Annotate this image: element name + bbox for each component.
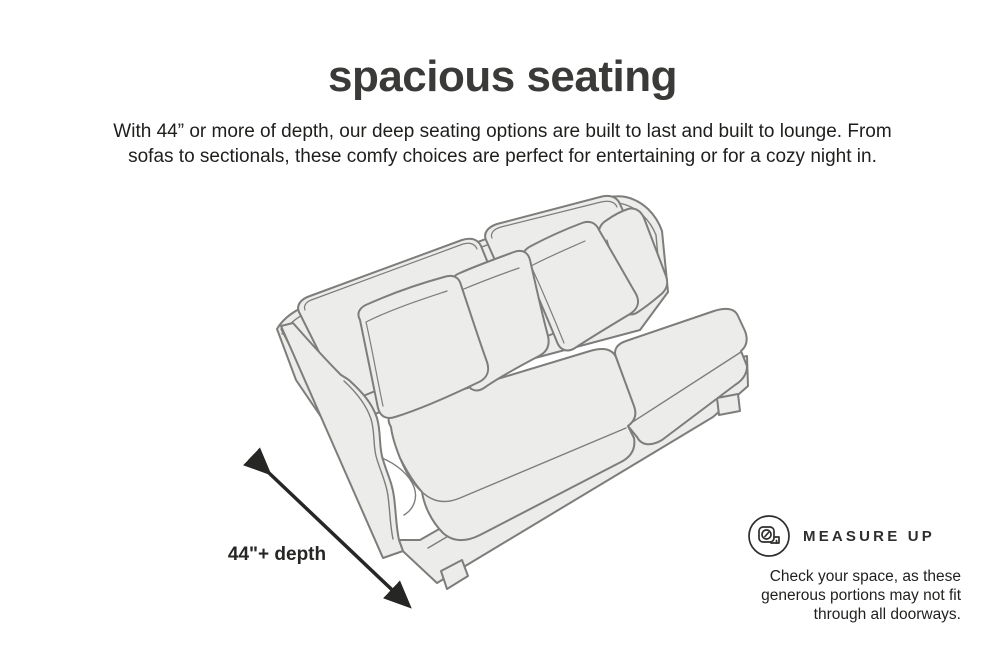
measure-note-line-2: generous portions may not fit: [761, 587, 961, 604]
sofa-line-art: [277, 196, 748, 589]
measure-up-section: [731, 514, 961, 624]
measure-up-heading: MEASURE UP: [803, 527, 936, 545]
dimension-label: 44"+ depth: [227, 544, 327, 565]
measure-up-note: [731, 567, 961, 624]
measure-note-line-1: Check your space, as these: [769, 568, 961, 585]
tape-measure-icon: [747, 514, 791, 558]
page-title: spacious seating: [327, 52, 677, 101]
measure-note-line-3: through all doorways.: [813, 606, 961, 623]
intro-line-1: With 44” or more of depth, our deep seating options are built to last and built to lounge. From: [113, 121, 892, 142]
intro-line-2: sofas to sectionals, these comfy choices are perfect for entertaining or for a cozy night in.: [128, 146, 877, 167]
